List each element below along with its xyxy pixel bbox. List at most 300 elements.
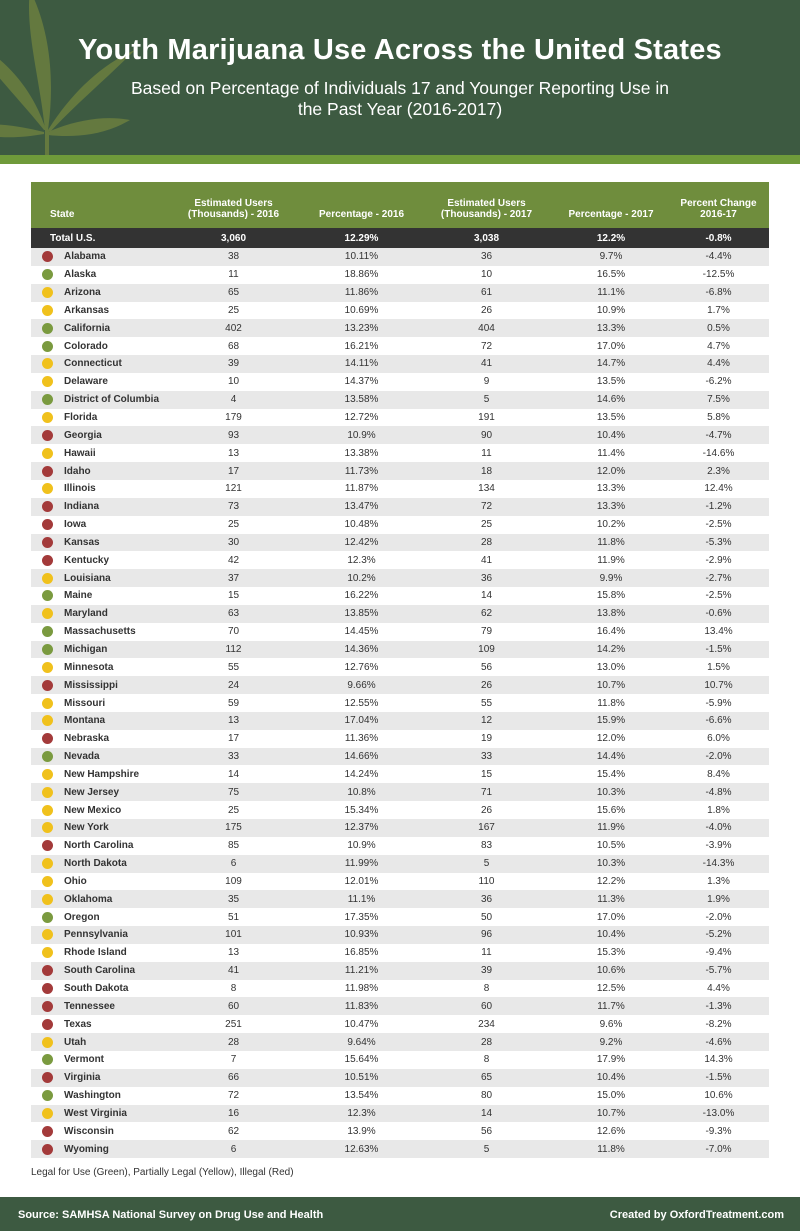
value-cell: 12.2% bbox=[596, 875, 626, 887]
value-cell: -4.0% bbox=[705, 822, 732, 834]
table-row bbox=[31, 730, 769, 748]
value-cell: 17.0% bbox=[596, 911, 626, 923]
value-cell: 13 bbox=[227, 947, 240, 959]
state-cell bbox=[31, 519, 163, 530]
state-name: Arkansas bbox=[64, 304, 110, 316]
value-cell: 14.3% bbox=[704, 1054, 733, 1066]
value-cell: 13.54% bbox=[344, 1090, 379, 1102]
value-cell: 12.6% bbox=[596, 1125, 626, 1137]
state-cell bbox=[31, 358, 163, 369]
value-cell: 5 bbox=[483, 858, 490, 870]
value-cell: -1.5% bbox=[705, 1072, 732, 1084]
value-cell: -6.2% bbox=[705, 376, 732, 388]
value-cell: -5.9% bbox=[705, 697, 732, 709]
value-cell: 10.5% bbox=[596, 840, 626, 852]
value-cell: 10.6% bbox=[704, 1090, 733, 1102]
value-cell: 179 bbox=[225, 412, 242, 424]
state-name: South Carolina bbox=[64, 965, 136, 977]
value-cell: 4.7% bbox=[707, 340, 730, 352]
value-cell: 75 bbox=[227, 786, 240, 798]
state-name: California bbox=[64, 322, 111, 334]
state-cell bbox=[31, 555, 163, 566]
state-cell bbox=[31, 537, 163, 548]
state-cell bbox=[31, 876, 163, 887]
state-name: Vermont bbox=[64, 1054, 105, 1066]
value-cell: -12.5% bbox=[702, 269, 735, 281]
state-cell bbox=[31, 733, 163, 744]
value-cell: 17 bbox=[227, 465, 240, 477]
value-cell: 28 bbox=[227, 1036, 240, 1048]
value-cell: -4.8% bbox=[705, 786, 732, 798]
value-cell: 11.98% bbox=[344, 983, 379, 995]
table-row bbox=[31, 676, 769, 694]
value-cell: 9.64% bbox=[347, 1036, 376, 1048]
total-cell: -0.8% bbox=[705, 232, 732, 244]
value-cell: 30 bbox=[227, 536, 240, 548]
total-cell: Total U.S. bbox=[50, 232, 96, 244]
value-cell: 12.63% bbox=[344, 1143, 379, 1155]
status-dot-icon bbox=[42, 858, 53, 869]
value-cell: -9.3% bbox=[705, 1125, 732, 1137]
value-cell: 42 bbox=[227, 554, 240, 566]
state-cell bbox=[31, 947, 163, 958]
value-cell: 8 bbox=[483, 983, 490, 995]
value-cell: 6.0% bbox=[707, 733, 730, 745]
table-row bbox=[31, 319, 769, 337]
state-cell bbox=[31, 323, 163, 334]
value-cell: 12.55% bbox=[344, 697, 379, 709]
status-dot-icon bbox=[42, 358, 53, 369]
state-cell bbox=[31, 1037, 163, 1048]
table-row bbox=[31, 337, 769, 355]
value-cell: 14.6% bbox=[596, 394, 626, 406]
column-header-line: Estimated Users bbox=[194, 198, 273, 209]
value-cell: -2.5% bbox=[705, 519, 732, 531]
value-cell: 13.58% bbox=[344, 394, 379, 406]
table-row bbox=[31, 462, 769, 480]
value-cell: 62 bbox=[480, 608, 493, 620]
value-cell: 16.4% bbox=[596, 626, 626, 638]
status-dot-icon bbox=[42, 376, 53, 387]
state-cell bbox=[31, 1144, 163, 1155]
table-row bbox=[31, 551, 769, 569]
value-cell: 33 bbox=[480, 751, 493, 763]
value-cell: 11.73% bbox=[344, 465, 379, 477]
value-cell: 4.4% bbox=[707, 358, 730, 370]
status-dot-icon bbox=[42, 305, 53, 316]
value-cell: -3.9% bbox=[705, 840, 732, 852]
status-dot-icon bbox=[42, 1001, 53, 1012]
value-cell: 11.83% bbox=[344, 1000, 379, 1012]
value-cell: 10.4% bbox=[596, 1072, 626, 1084]
table-row bbox=[31, 1105, 769, 1123]
state-cell bbox=[31, 840, 163, 851]
state-cell bbox=[31, 1001, 163, 1012]
total-cell: 12.2% bbox=[596, 232, 626, 244]
value-cell: 10.69% bbox=[344, 304, 379, 316]
state-cell bbox=[31, 822, 163, 833]
value-cell: 11.8% bbox=[597, 1143, 625, 1155]
value-cell: -5.2% bbox=[705, 929, 732, 941]
column-header bbox=[668, 198, 769, 220]
value-cell: -14.6% bbox=[702, 447, 735, 459]
value-cell: 11.3% bbox=[597, 893, 625, 905]
status-dot-icon bbox=[42, 394, 53, 405]
table-row bbox=[31, 355, 769, 373]
value-cell: 79 bbox=[480, 626, 493, 638]
value-cell: 25 bbox=[480, 519, 493, 531]
value-cell: 10.93% bbox=[344, 929, 379, 941]
column-header-line: (Thousands) - 2016 bbox=[187, 209, 280, 220]
value-cell: 14.66% bbox=[344, 751, 379, 763]
state-name: Utah bbox=[64, 1036, 87, 1048]
value-cell: 10.4% bbox=[596, 929, 626, 941]
status-dot-icon bbox=[42, 769, 53, 780]
table-row bbox=[31, 534, 769, 552]
value-cell: 134 bbox=[478, 483, 495, 495]
table-row bbox=[31, 962, 769, 980]
value-cell: 402 bbox=[225, 322, 242, 334]
table-row bbox=[31, 765, 769, 783]
table-row bbox=[31, 623, 769, 641]
table-row bbox=[31, 1015, 769, 1033]
status-dot-icon bbox=[42, 466, 53, 477]
state-cell bbox=[31, 305, 163, 316]
value-cell: 7 bbox=[230, 1054, 237, 1066]
status-dot-icon bbox=[42, 662, 53, 673]
value-cell: 9.9% bbox=[599, 572, 623, 584]
state-name: Delaware bbox=[64, 376, 108, 388]
value-cell: 24 bbox=[227, 679, 240, 691]
value-cell: 35 bbox=[227, 893, 240, 905]
value-cell: 0.5% bbox=[707, 322, 730, 334]
status-dot-icon bbox=[42, 537, 53, 548]
value-cell: 56 bbox=[480, 1125, 493, 1137]
value-cell: 14.36% bbox=[344, 643, 379, 655]
value-cell: 41 bbox=[480, 358, 493, 370]
value-cell: 4.4% bbox=[707, 983, 730, 995]
value-cell: 25 bbox=[227, 304, 240, 316]
state-name: Montana bbox=[64, 715, 106, 727]
status-dot-icon bbox=[42, 341, 53, 352]
state-cell bbox=[31, 573, 163, 584]
value-cell: 60 bbox=[480, 1000, 493, 1012]
value-cell: -1.5% bbox=[705, 643, 732, 655]
table-row bbox=[31, 783, 769, 801]
table-row bbox=[31, 516, 769, 534]
value-cell: 10.9% bbox=[347, 840, 376, 852]
state-cell bbox=[31, 1108, 163, 1119]
state-name: New Hampshire bbox=[64, 768, 140, 780]
value-cell: 14.7% bbox=[596, 358, 626, 370]
state-name: Virginia bbox=[64, 1072, 101, 1084]
value-cell: 12.0% bbox=[596, 465, 626, 477]
value-cell: 10.2% bbox=[596, 519, 626, 531]
status-dot-icon bbox=[42, 323, 53, 334]
value-cell: 36 bbox=[480, 893, 493, 905]
table-row bbox=[31, 1140, 769, 1158]
table-row bbox=[31, 712, 769, 730]
table-row bbox=[31, 890, 769, 908]
value-cell: 110 bbox=[478, 875, 495, 887]
status-dot-icon bbox=[42, 733, 53, 744]
table-row bbox=[31, 480, 769, 498]
value-cell: 13.9% bbox=[347, 1125, 376, 1137]
value-cell: 6 bbox=[230, 858, 237, 870]
state-cell bbox=[31, 787, 163, 798]
value-cell: 13.3% bbox=[596, 483, 626, 495]
state-cell bbox=[31, 626, 163, 637]
value-cell: 167 bbox=[478, 822, 495, 834]
header-divider bbox=[0, 155, 800, 164]
state-cell bbox=[31, 1054, 163, 1065]
value-cell: 1.3% bbox=[707, 875, 730, 887]
value-cell: 13.5% bbox=[596, 412, 626, 424]
column-header-line: Percentage - 2016 bbox=[318, 209, 405, 220]
value-cell: 66 bbox=[227, 1072, 240, 1084]
value-cell: -1.3% bbox=[705, 1000, 732, 1012]
value-cell: 5.8% bbox=[707, 412, 730, 424]
value-cell: 61 bbox=[480, 287, 493, 299]
value-cell: 9.66% bbox=[347, 679, 376, 691]
state-cell bbox=[31, 769, 163, 780]
value-cell: 15.0% bbox=[596, 1090, 626, 1102]
value-cell: 13.5% bbox=[596, 376, 626, 388]
total-cell: 12.29% bbox=[344, 232, 379, 244]
state-name: New Mexico bbox=[64, 804, 122, 816]
value-cell: 12.76% bbox=[344, 661, 379, 673]
total-cell: 3,038 bbox=[473, 232, 500, 244]
status-dot-icon bbox=[42, 430, 53, 441]
value-cell: 96 bbox=[480, 929, 493, 941]
value-cell: 11.21% bbox=[344, 965, 379, 977]
value-cell: 17.0% bbox=[596, 340, 626, 352]
value-cell: 63 bbox=[227, 608, 240, 620]
status-dot-icon bbox=[42, 929, 53, 940]
table-row bbox=[31, 266, 769, 284]
column-header bbox=[304, 209, 419, 220]
state-cell bbox=[31, 1126, 163, 1137]
value-cell: 16.5% bbox=[596, 269, 626, 281]
state-name: New York bbox=[64, 822, 109, 834]
state-name: Oklahoma bbox=[64, 893, 113, 905]
value-cell: 11 bbox=[481, 947, 492, 959]
value-cell: 11.8% bbox=[597, 536, 625, 548]
value-cell: 10.3% bbox=[596, 786, 626, 798]
legend-note: Legal for Use (Green), Partially Legal (Yellow), Illegal (Red) bbox=[31, 1167, 294, 1178]
value-cell: 65 bbox=[480, 1072, 493, 1084]
table-row bbox=[31, 284, 769, 302]
column-header-line: Percent Change bbox=[680, 198, 757, 209]
value-cell: 10.6% bbox=[596, 965, 626, 977]
status-dot-icon bbox=[42, 573, 53, 584]
value-cell: -2.9% bbox=[705, 554, 732, 566]
value-cell: 12.72% bbox=[344, 412, 379, 424]
status-dot-icon bbox=[42, 1054, 53, 1065]
status-dot-icon bbox=[42, 590, 53, 601]
state-cell bbox=[31, 501, 163, 512]
status-dot-icon bbox=[42, 822, 53, 833]
value-cell: -6.8% bbox=[705, 287, 732, 299]
state-cell bbox=[31, 698, 163, 709]
table-row bbox=[31, 302, 769, 320]
state-name: Minnesota bbox=[64, 661, 114, 673]
value-cell: 36 bbox=[480, 251, 493, 263]
value-cell: 11 bbox=[481, 447, 492, 459]
state-name: Louisiana bbox=[64, 572, 111, 584]
value-cell: 14.2% bbox=[596, 643, 626, 655]
state-cell bbox=[31, 715, 163, 726]
value-cell: 14.11% bbox=[344, 358, 379, 370]
value-cell: 28 bbox=[480, 536, 493, 548]
value-cell: 11.1% bbox=[597, 287, 625, 299]
value-cell: 70 bbox=[227, 626, 240, 638]
value-cell: 25 bbox=[227, 519, 240, 531]
header-banner bbox=[0, 0, 800, 155]
state-name: Maine bbox=[64, 590, 93, 602]
state-name: Alabama bbox=[64, 251, 106, 263]
status-dot-icon bbox=[42, 1126, 53, 1137]
value-cell: 1.7% bbox=[707, 304, 730, 316]
value-cell: 16 bbox=[227, 1107, 240, 1119]
table-header bbox=[31, 182, 769, 228]
state-cell bbox=[31, 251, 163, 262]
state-name: Nevada bbox=[64, 751, 100, 763]
total-row bbox=[31, 228, 769, 248]
table-row bbox=[31, 694, 769, 712]
state-name: Georgia bbox=[64, 429, 102, 441]
value-cell: -13.0% bbox=[702, 1107, 735, 1119]
table-row bbox=[31, 944, 769, 962]
table-row bbox=[31, 837, 769, 855]
value-cell: 10.4% bbox=[596, 429, 626, 441]
state-name: Colorado bbox=[64, 340, 108, 352]
value-cell: -2.5% bbox=[705, 590, 732, 602]
state-cell bbox=[31, 644, 163, 655]
value-cell: -9.4% bbox=[705, 947, 732, 959]
column-header-line: State bbox=[50, 209, 75, 220]
value-cell: 18.86% bbox=[344, 269, 379, 281]
value-cell: 10.9% bbox=[347, 429, 376, 441]
status-dot-icon bbox=[42, 698, 53, 709]
value-cell: -14.3% bbox=[702, 858, 735, 870]
value-cell: 13.85% bbox=[344, 608, 379, 620]
value-cell: 14.37% bbox=[344, 376, 379, 388]
state-cell bbox=[31, 287, 163, 298]
status-dot-icon bbox=[42, 251, 53, 262]
value-cell: 72 bbox=[480, 340, 493, 352]
value-cell: 51 bbox=[227, 911, 240, 923]
state-name: Hawaii bbox=[64, 447, 96, 459]
value-cell: 10.3% bbox=[596, 858, 626, 870]
value-cell: 15 bbox=[227, 590, 240, 602]
value-cell: 404 bbox=[478, 322, 495, 334]
state-name: Mississippi bbox=[64, 679, 118, 691]
value-cell: 10.8% bbox=[347, 786, 376, 798]
state-name: Florida bbox=[64, 412, 98, 424]
value-cell: 93 bbox=[227, 429, 240, 441]
status-dot-icon bbox=[42, 912, 53, 923]
value-cell: 15 bbox=[480, 768, 493, 780]
status-dot-icon bbox=[42, 751, 53, 762]
value-cell: 17.04% bbox=[344, 715, 379, 727]
value-cell: -0.6% bbox=[705, 608, 732, 620]
value-cell: 13.3% bbox=[596, 322, 626, 334]
value-cell: 12.4% bbox=[704, 483, 733, 495]
credit-text: Created by OxfordTreatment.com bbox=[609, 1209, 784, 1221]
state-cell bbox=[31, 680, 163, 691]
state-name: Illinois bbox=[64, 483, 96, 495]
table-row bbox=[31, 908, 769, 926]
value-cell: 191 bbox=[478, 412, 495, 424]
value-cell: 14.24% bbox=[344, 768, 379, 780]
value-cell: -8.2% bbox=[705, 1018, 732, 1030]
state-name: Ohio bbox=[64, 875, 87, 887]
value-cell: 10.11% bbox=[344, 251, 379, 263]
value-cell: 11.87% bbox=[344, 483, 379, 495]
value-cell: 80 bbox=[480, 1090, 493, 1102]
status-dot-icon bbox=[42, 805, 53, 816]
state-name: Washington bbox=[64, 1090, 121, 1102]
value-cell: 8 bbox=[230, 983, 237, 995]
state-cell bbox=[31, 376, 163, 387]
value-cell: 9.6% bbox=[599, 1018, 623, 1030]
column-header-line: Estimated Users bbox=[447, 198, 526, 209]
value-cell: 13.4% bbox=[704, 626, 733, 638]
state-cell bbox=[31, 805, 163, 816]
state-name: Nebraska bbox=[64, 733, 110, 745]
state-name: New Jersey bbox=[64, 786, 120, 798]
column-header-line: 2016-17 bbox=[700, 209, 737, 220]
status-dot-icon bbox=[42, 965, 53, 976]
state-name: Kentucky bbox=[64, 554, 110, 566]
value-cell: -7.0% bbox=[705, 1143, 732, 1155]
value-cell: 11.9% bbox=[597, 554, 625, 566]
value-cell: 12 bbox=[480, 715, 493, 727]
value-cell: 14.4% bbox=[596, 751, 626, 763]
status-dot-icon bbox=[42, 501, 53, 512]
value-cell: 16.85% bbox=[344, 947, 379, 959]
value-cell: 38 bbox=[227, 251, 240, 263]
value-cell: 10.7% bbox=[596, 679, 626, 691]
value-cell: 11.4% bbox=[597, 447, 625, 459]
column-header bbox=[163, 198, 304, 220]
value-cell: 12.37% bbox=[344, 822, 379, 834]
value-cell: 17.9% bbox=[596, 1054, 626, 1066]
total-cell: 3,060 bbox=[220, 232, 247, 244]
value-cell: 68 bbox=[227, 340, 240, 352]
value-cell: 10.9% bbox=[596, 304, 626, 316]
value-cell: 12.0% bbox=[596, 733, 626, 745]
value-cell: 175 bbox=[225, 822, 242, 834]
value-cell: 10.47% bbox=[344, 1018, 379, 1030]
table-row bbox=[31, 819, 769, 837]
state-cell bbox=[31, 483, 163, 494]
table-row bbox=[31, 801, 769, 819]
state-name: Connecticut bbox=[64, 358, 122, 370]
state-name: Massachusetts bbox=[64, 626, 136, 638]
state-name: Missouri bbox=[64, 697, 106, 709]
value-cell: 72 bbox=[227, 1090, 240, 1102]
value-cell: 83 bbox=[480, 840, 493, 852]
table-row bbox=[31, 391, 769, 409]
status-dot-icon bbox=[42, 483, 53, 494]
value-cell: 15.34% bbox=[344, 804, 379, 816]
state-name: Oregon bbox=[64, 911, 100, 923]
value-cell: 11.8% bbox=[597, 697, 625, 709]
value-cell: 72 bbox=[480, 501, 493, 513]
state-name: West Virginia bbox=[64, 1107, 127, 1119]
